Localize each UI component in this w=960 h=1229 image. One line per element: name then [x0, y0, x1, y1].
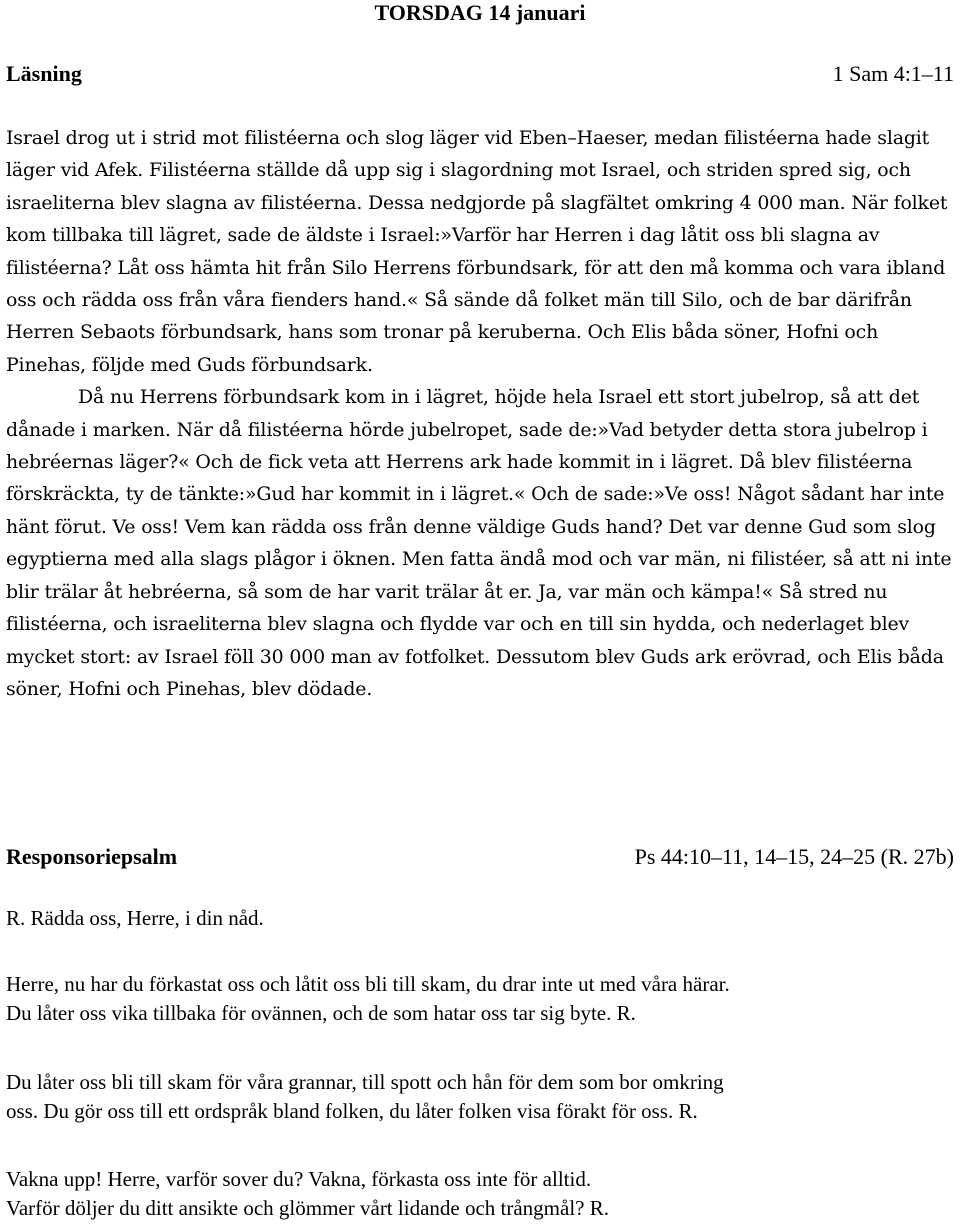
reading-text — [6, 122, 956, 705]
verse-line: Varför döljer du ditt ansikte och glömmer vårt lidande och trångmål? R. — [6, 1196, 609, 1220]
reading-header — [6, 60, 954, 88]
psalm-verse — [6, 1165, 956, 1223]
psalm-response — [6, 904, 956, 933]
reading-label: Läsning — [6, 61, 82, 86]
verse-line: Herre, nu har du förkastat oss och låtit oss bli till skam, du drar inte ut med våra härar. — [6, 972, 730, 996]
verse-line: oss. Du gör oss till ett ordspråk bland folken, du låter folken visa förakt för oss. R. — [6, 1099, 698, 1123]
psalm-reference: Ps 44:10–11, 14–15, 24–25 (R. 27b) — [634, 844, 954, 869]
psalm-header — [6, 843, 954, 871]
psalm-verse — [6, 1068, 956, 1126]
page-title: TORSDAG 14 januari — [374, 0, 586, 25]
response-line: R. Rädda oss, Herre, i din nåd. — [6, 906, 264, 930]
psalm-label: Responsoriepsalm — [6, 844, 178, 869]
verse-line: Vakna upp! Herre, varför sover du? Vakna, förkasta oss inte för alltid. — [6, 1167, 592, 1191]
reading-paragraph: Israel drog ut i strid mot filistéerna och slog läger vid Eben–Haeser, medan filistéerna hade slagit läger vid Afek. Filistéerna ställde då upp sig i slagordning mot Israel, och striden spred sig, och israeliterna blev slagna av filistéerna. Dessa nedgjorde på slagfältet omkring 4 000 man. När folket kom tillbaka till lägret, sade de äldste i Israel:»Varför har Herren i dag låtit oss bli slagna av filistéerna? Låt oss hämta hit från Silo Herrens förbundsark, för att den må komma och vara ibland oss och rädda oss från våra fienders hand.« Så sände då folket män till Silo, och de bar därifrån Herren Sebaots förbundsark, hans som tronar på keruberna. Och Elis båda söner, Hofni och Pinehas, följde med Guds förbundsark. — [6, 127, 948, 376]
psalm-verse — [6, 970, 956, 1028]
verse-line: Du låter oss vika tillbaka för ovännen, och de som hatar oss tar sig byte. R. — [6, 1001, 636, 1025]
reading-reference: 1 Sam 4:1–11 — [832, 61, 954, 86]
verse-line: Du låter oss bli till skam för våra grannar, till spott och hån för dem som bor omkring — [6, 1070, 724, 1094]
reading-paragraph: Då nu Herrens förbundsark kom in i lägret, höjde hela Israel ett stort jubelrop, så att det dånade i marken. När då filistéerna hörde jubelropet, sade de:»Vad betyder detta stora jubelrop i hebréernas läger?« Och de fick veta att Herrens ark hade kommit in i lägret. Då blev filistéerna förskräckta, ty de tänkte:»Gud har kommit in i lägret.« Och de sade:»Ve oss! Något sådant har inte hänt förut. Ve oss! Vem kan rädda oss från denne väldige Guds hand? Det var denne Gud som slog egyptierna med alla slags plågor i öknen. Men fatta ändå mod och var män, ni filistéer, så att ni inte blir trälar åt hebréerna, så som de har varit trälar åt er. Ja, var män och kämpa!« Så stred nu filistéerna, och israeliterna blev slagna och flydde var och en till sin hydda, och nederlaget blev mycket stort: av Israel föll 30 000 man av fotfolket. Dessutom blev Guds ark erövrad, och Elis båda söner, Hofni och Pinehas, blev dödade. — [6, 386, 952, 700]
